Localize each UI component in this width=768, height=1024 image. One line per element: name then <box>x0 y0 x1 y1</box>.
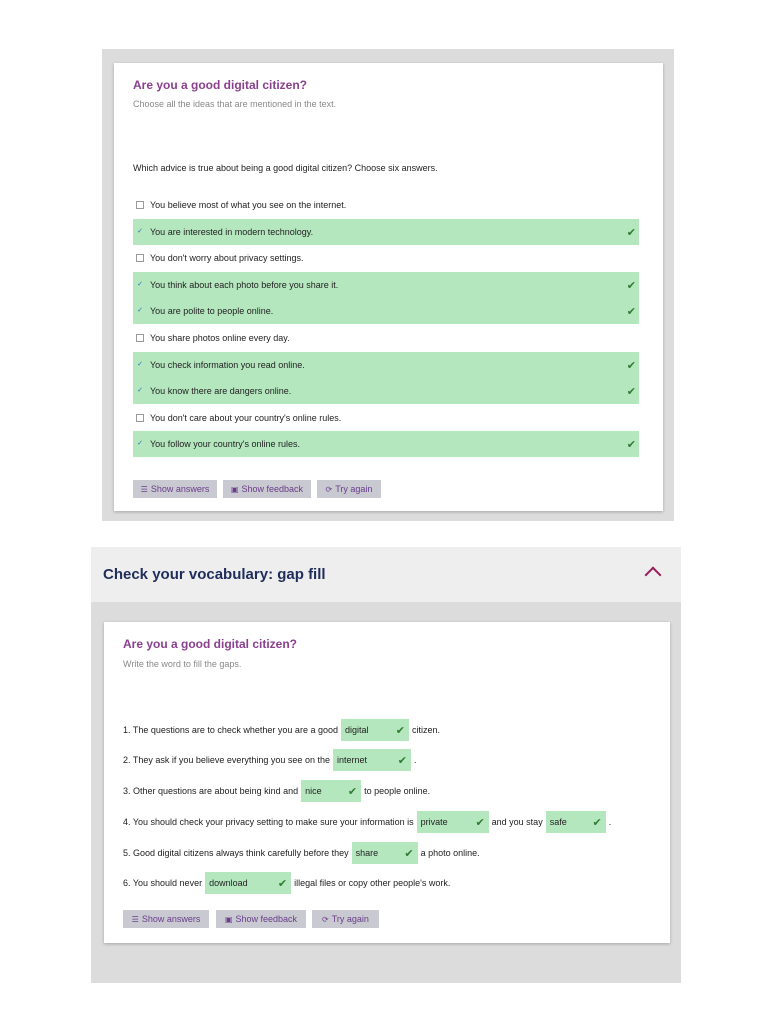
checkbox[interactable] <box>136 254 144 262</box>
checkbox[interactable]: ✓ <box>137 360 143 368</box>
quiz1-question: Which advice is true about being a good digital citizen? Choose six answers. <box>133 163 438 173</box>
show-feedback-button[interactable]: ▣ Show feedback <box>223 480 311 498</box>
list-icon: ☰ <box>140 484 148 494</box>
gap-input[interactable]: nice ✔ <box>301 780 361 802</box>
gap-input[interactable]: download ✔ <box>205 872 291 894</box>
chevron-up-icon[interactable] <box>645 567 662 584</box>
accordion-title: Check your vocabulary: gap fill <box>103 566 326 583</box>
checkbox[interactable] <box>136 334 144 342</box>
gap-line-6: 6. You should never download ✔ illegal files or copy other people's work. <box>123 872 450 894</box>
check-icon: ✔ <box>277 877 288 890</box>
check-icon: ✔ <box>626 226 636 239</box>
answer-option[interactable] <box>133 431 639 457</box>
gap-input[interactable]: private ✔ <box>417 811 489 833</box>
answer-option[interactable] <box>133 192 639 218</box>
gap-line-1: 1. The questions are to check whether you are a good digital ✔ citizen. <box>123 719 440 741</box>
gap-line-2: 2. They ask if you believe everything you see on the internet ✔ . <box>123 749 416 771</box>
check-icon: ✔ <box>626 279 636 292</box>
gap-input[interactable]: internet ✔ <box>333 749 411 771</box>
option-label: You share photos online every day. <box>150 333 290 343</box>
option-label: You don't care about your country's online rules. <box>150 412 342 423</box>
feedback-icon: ▣ <box>230 484 239 494</box>
option-label: You think about each photo before you share it. <box>150 279 339 290</box>
check-icon: ✔ <box>626 359 636 372</box>
accordion-header[interactable] <box>91 547 681 602</box>
option-label: You are polite to people online. <box>150 306 274 317</box>
option-label: You are interested in modern technology. <box>150 226 314 237</box>
show-answers-button[interactable]: ☰ Show answers <box>133 480 217 498</box>
check-icon: ✔ <box>626 306 636 319</box>
answer-option[interactable] <box>133 352 639 378</box>
gap-input[interactable]: safe ✔ <box>546 811 606 833</box>
answer-option[interactable] <box>133 272 639 298</box>
option-label: You know there are dangers online. <box>150 386 292 397</box>
try-again-button-2[interactable]: ⟳ Try again <box>312 910 379 928</box>
answer-option[interactable] <box>133 298 639 324</box>
gap-line-5: 5. Good digital citizens always think carefully before they share ✔ a photo online. <box>123 842 480 864</box>
show-feedback-button-2[interactable]: ▣ Show feedback <box>216 910 306 928</box>
quiz1-subtitle: Choose all the ideas that are mentioned in the text. <box>133 99 337 109</box>
checkbox[interactable]: ✓ <box>137 227 143 235</box>
answer-option[interactable] <box>133 325 639 351</box>
gap-line-4: 4. You should check your privacy setting to make sure your information is private ✔ and you stay safe ✔ . <box>123 811 611 833</box>
checkbox[interactable]: ✓ <box>137 387 143 395</box>
checkbox[interactable] <box>136 201 144 209</box>
quiz2-title: Are you a good digital citizen? <box>123 637 298 651</box>
check-icon: ✔ <box>404 847 414 860</box>
feedback-icon: ▣ <box>224 914 233 924</box>
option-label: You follow your country's online rules. <box>150 439 300 450</box>
gap-input[interactable]: digital ✔ <box>341 719 409 741</box>
refresh-icon: ⟳ <box>322 914 329 924</box>
show-answers-button-2[interactable]: ☰ Show answers <box>123 910 209 928</box>
quiz1-title: Are you a good digital citizen? <box>133 78 308 92</box>
check-icon: ✔ <box>592 816 602 829</box>
check-icon: ✔ <box>347 785 358 798</box>
answer-option[interactable] <box>133 378 639 404</box>
answer-option[interactable] <box>133 219 639 245</box>
refresh-icon: ⟳ <box>325 484 333 494</box>
answer-option[interactable] <box>133 245 639 271</box>
option-label: You check information you read online. <box>150 359 305 370</box>
gap-line-3: 3. Other questions are about being kind and nice ✔ to people online. <box>123 780 430 802</box>
check-icon: ✔ <box>397 754 407 767</box>
check-icon: ✔ <box>626 439 636 452</box>
quiz2-subtitle: Write the word to fill the gaps. <box>123 659 242 669</box>
checkbox[interactable]: ✓ <box>137 440 143 448</box>
list-icon: ☰ <box>131 914 139 924</box>
check-icon: ✔ <box>626 386 636 399</box>
checkbox[interactable]: ✓ <box>137 307 143 315</box>
option-label: You believe most of what you see on the internet. <box>150 200 347 210</box>
check-icon: ✔ <box>395 724 405 737</box>
check-icon: ✔ <box>475 816 485 829</box>
gap-input[interactable]: share ✔ <box>352 842 418 864</box>
try-again-button[interactable]: ⟳ Try again <box>317 480 381 498</box>
answer-option[interactable] <box>133 405 639 431</box>
checkbox[interactable]: ✓ <box>137 280 143 288</box>
checkbox[interactable] <box>136 414 144 422</box>
option-label: You don't worry about privacy settings. <box>150 253 304 264</box>
